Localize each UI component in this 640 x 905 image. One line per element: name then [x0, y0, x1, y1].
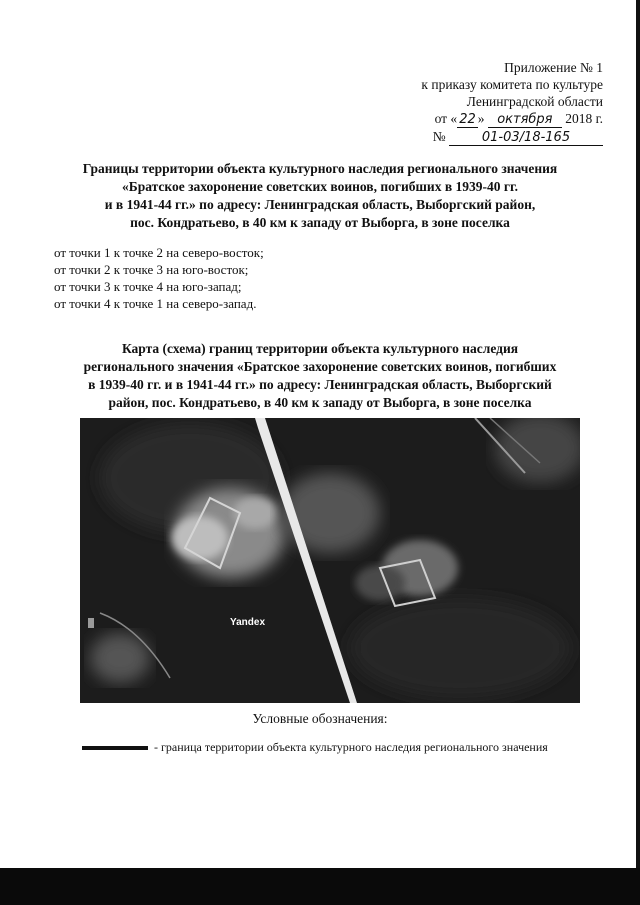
appendix-order-line: к приказу комитета по культуре — [421, 77, 603, 92]
list-item: от точки 4 к точке 1 на северо-запад. — [54, 296, 257, 311]
appendix-date-line: от « 22 » октября 2018 г. — [434, 111, 603, 127]
appendix-number-line: № 01-03/18-165 — [421, 128, 603, 146]
date-year: 2018 г. — [565, 111, 603, 126]
date-month: октября — [488, 113, 562, 128]
map-heading: Карта (схема) границ территории объекта культурного наследия регионального значения «Братское захоронение советских воинов, погибших в 1939-40 гг. и в 1941-44 гг.» по адресу: Ленинградская область, Выборгский район, пос. Кондратьево, в 40 км к западу от Выборга, в зоне поселка — [83, 341, 557, 410]
boundary-points-list — [54, 244, 264, 312]
legend-item — [82, 740, 548, 755]
appendix-title: Приложение № 1 — [504, 60, 603, 75]
map-image — [80, 418, 580, 703]
list-item: от точки 2 к точке 3 на юго-восток; — [54, 262, 249, 277]
scan-footer-bar — [0, 868, 640, 905]
appendix-region-line: Ленинградской области — [466, 94, 603, 109]
order-number: 01-03/18-165 — [449, 131, 603, 146]
appendix-block — [421, 59, 603, 146]
list-item: от точки 1 к точке 2 на северо-восток; — [54, 245, 264, 260]
satellite-map — [80, 418, 580, 703]
date-day: 22 — [459, 112, 476, 127]
boundary-line-symbol — [82, 746, 148, 750]
map-watermark: Yandex — [230, 617, 266, 628]
legend-title: Условные обозначения: — [252, 711, 388, 726]
boundaries-heading: Границы территории объекта культурного наследия регионального значения «Братское захоронение советских воинов, погибших в 1939-40 гг. и в 1941-44 гг.» по адресу: Ленинградская область, Выборгский район, пос. Кондратьево, в 40 км к западу от Выборга, в зоне поселка — [82, 161, 558, 230]
legend-item-label: - граница территории объекта культурного наследия регионального значения — [154, 740, 548, 754]
list-item: от точки 3 к точке 4 на юго-запад; — [54, 279, 242, 294]
scan-edge-bar — [636, 0, 640, 905]
